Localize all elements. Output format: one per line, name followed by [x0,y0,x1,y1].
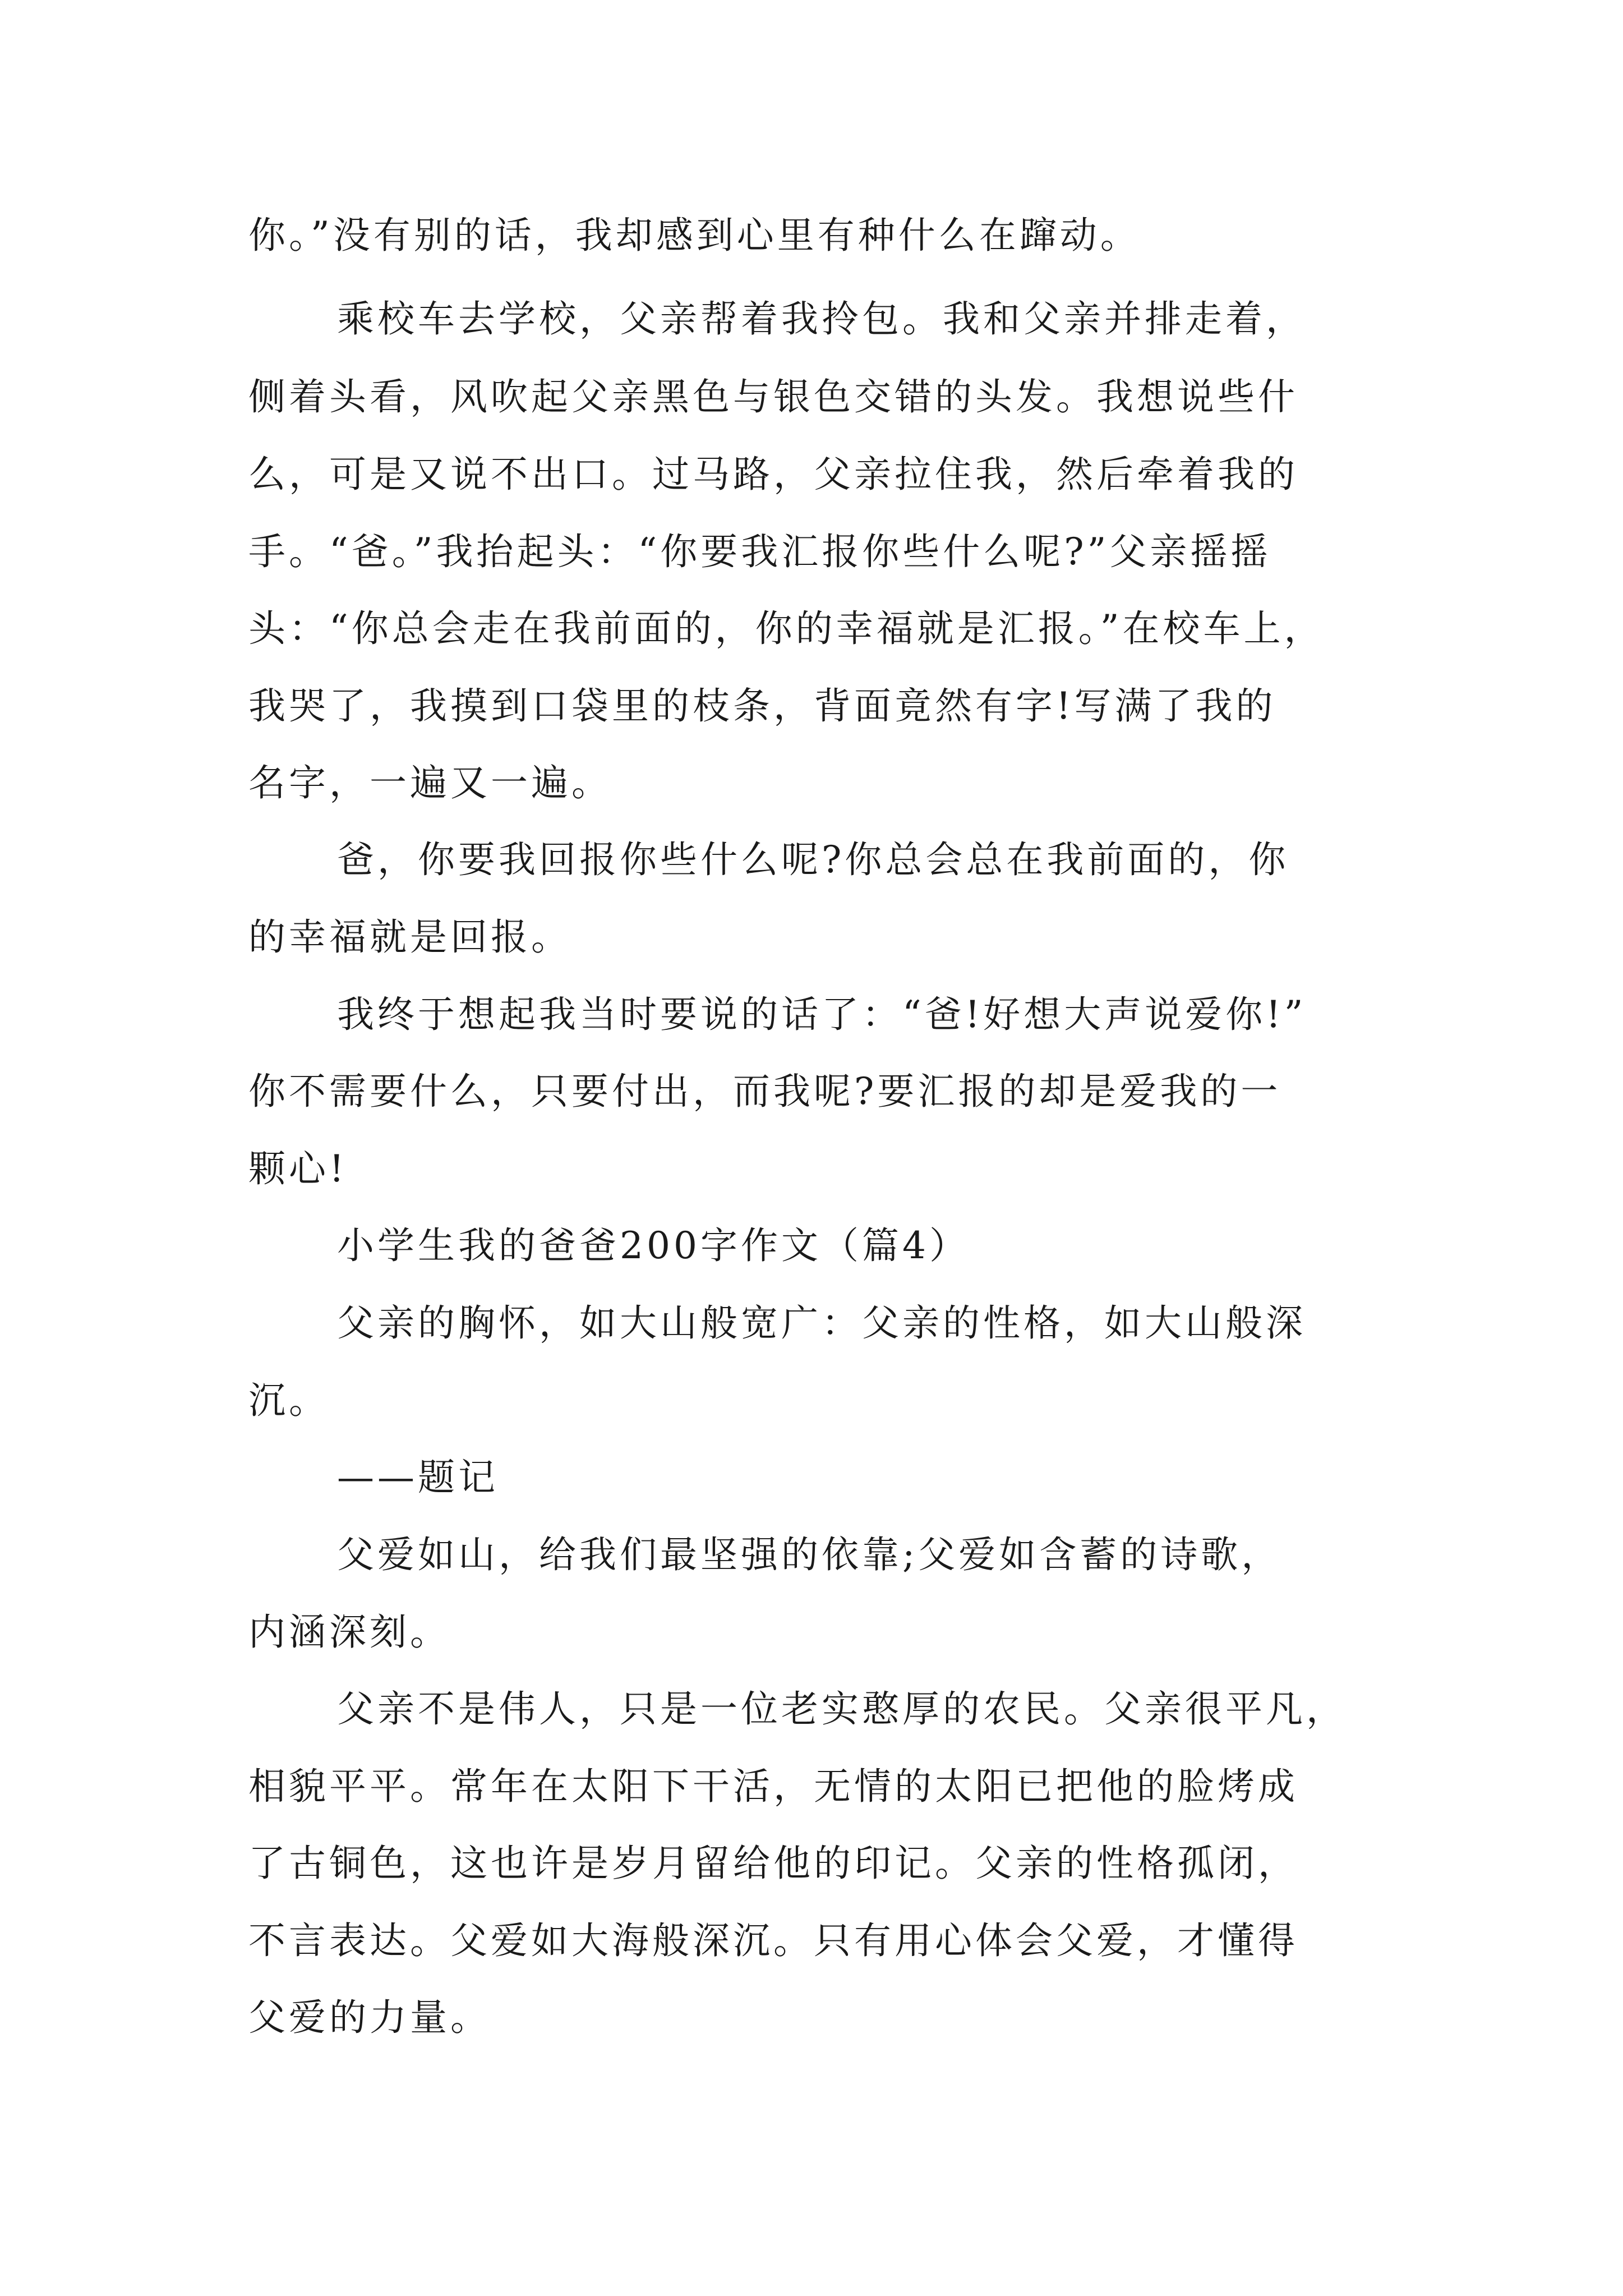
epigraph-label: ——题记 [337,1456,499,1499]
text-line: 头：“你总会走在我前面的，你的幸福就是汇报。”在校车上， [248,607,1325,650]
text-line: 名字，一遍又一遍。 [248,761,612,804]
text-line: 不言表达。父爱如大海般深沉。只有用心体会父爱，才懂得 [248,1919,1298,1962]
text-line: 的幸福就是回报。 [248,915,571,959]
text-line: 么，可是又说不出口。过马路，父亲拉住我，然后牵着我的 [248,453,1298,496]
text-line: 父爱如山，给我们最坚强的依靠;父爱如含蓄的诗歌， [337,1533,1282,1576]
section-heading: 小学生我的爸爸200字作文（篇4） [337,1224,970,1267]
text-line: 爸，你要我回报你些什么呢?你总会总在我前面的，你 [337,838,1289,881]
text-line: 父亲不是伟人，只是一位老实憨厚的农民。父亲很平凡， [337,1687,1347,1731]
text-line: 我哭了，我摸到口袋里的枝条，背面竟然有字!写满了我的 [248,684,1276,728]
text-line: 内涵深刻。 [248,1611,450,1654]
text-line: 手。“爸。”我抬起头：“你要我汇报你些什么呢?”父亲摇摇 [248,530,1271,573]
text-line: 父亲的胸怀，如大山般宽广：父亲的性格，如大山般深 [337,1301,1306,1345]
text-line: 侧着头看，风吹起父亲黑色与银色交错的头发。我想说些什 [248,375,1298,418]
text-line: 我终于想起我当时要说的话了：“爸!好想大声说爱你!” [337,993,1307,1036]
text-line: 相貌平平。常年在太阳下干活，无情的太阳已把他的脸烤成 [248,1765,1298,1808]
text-line: 颗心! [248,1147,348,1190]
text-line: 父爱的力量。 [248,1996,491,2039]
text-line: 了古铜色，这也许是岁月留给他的印记。父亲的性格孤闭， [248,1842,1298,1885]
text-line: 你不需要什么，只要付出，而我呢?要汇报的却是爱我的一 [248,1070,1281,1113]
text-line: 沉。 [248,1379,329,1422]
text-line: 你。”没有别的话，我却感到心里有种什么在蹿动。 [248,214,1141,257]
text-line: 乘校车去学校，父亲帮着我拎包。我和父亲并排走着， [337,297,1306,341]
